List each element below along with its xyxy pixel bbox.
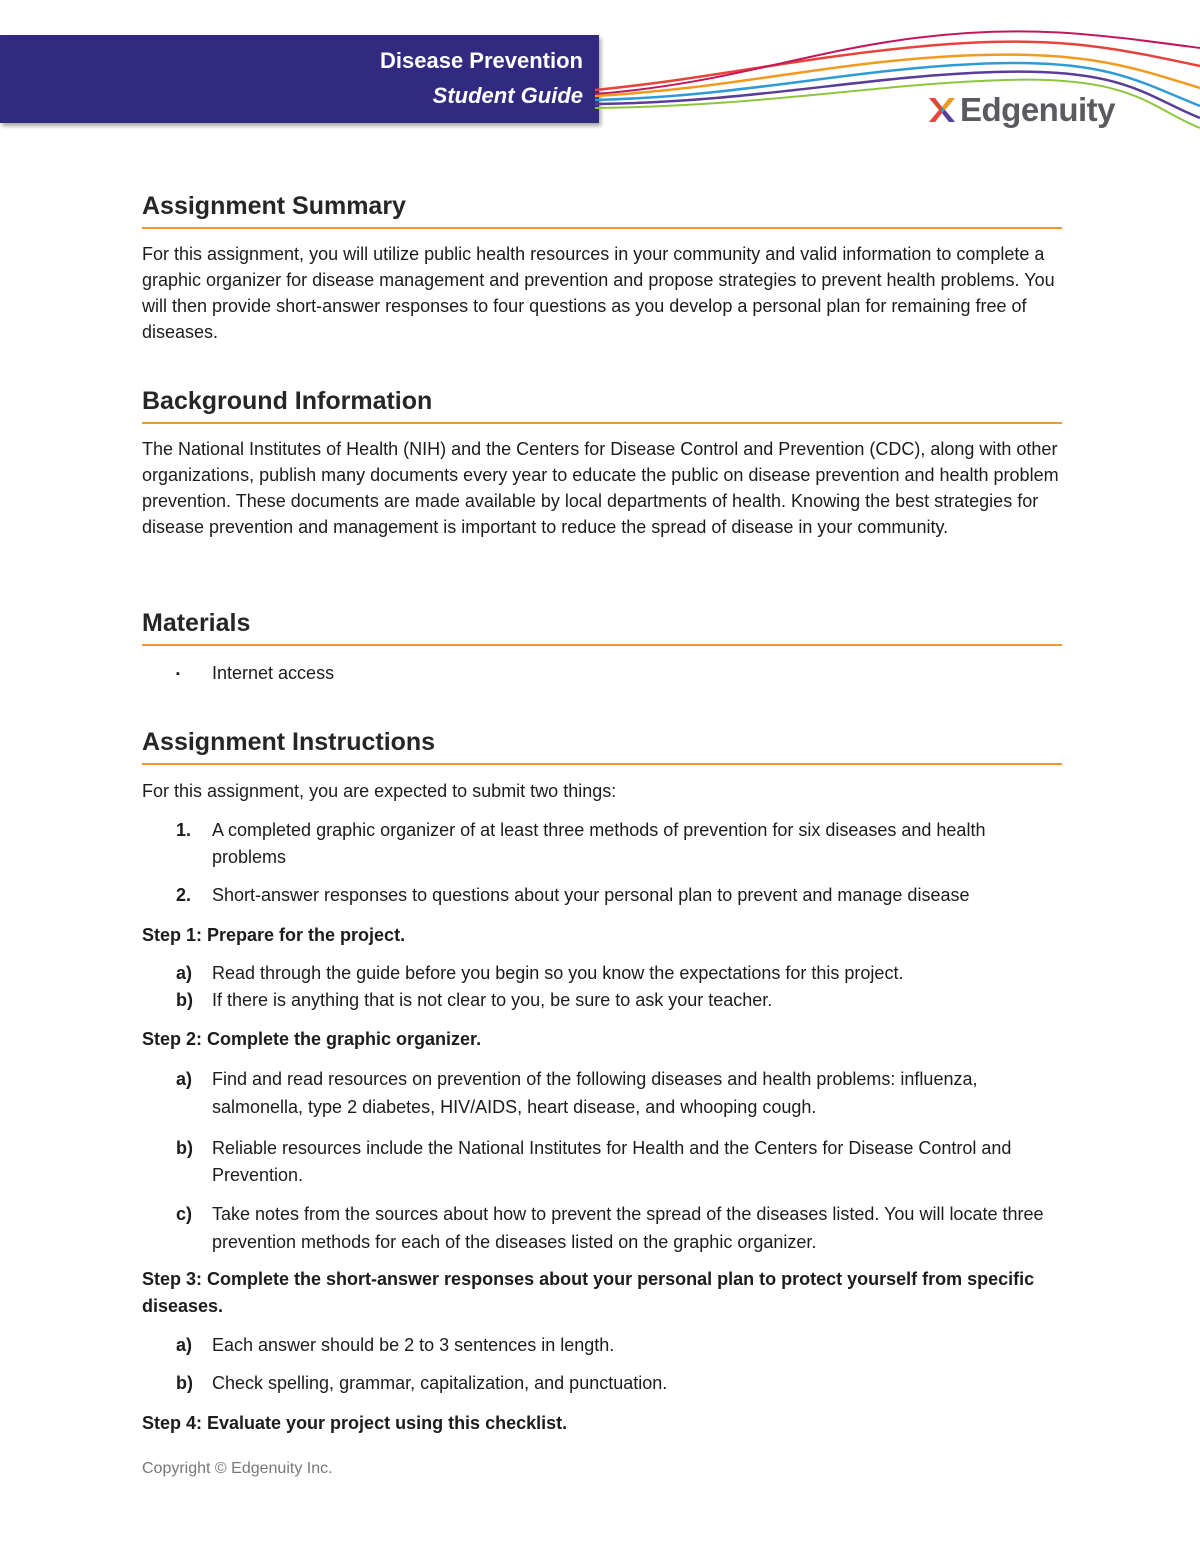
document-title: Disease Prevention (380, 48, 583, 73)
background-heading: Background Information (142, 387, 1062, 424)
list-marker: a) (176, 963, 193, 983)
materials-section (142, 609, 1062, 646)
list-text: Find and read resources on prevention of the following diseases and health problems: influenza, salmonella, type 2 diabetes, HIV/AIDS, heart disease, and whooping cough. (212, 1069, 978, 1117)
materials-heading: Materials (142, 609, 1062, 646)
document-subtitle: Student Guide (432, 83, 583, 108)
logo-text: Edgenuity (960, 91, 1116, 128)
list-marker: b) (176, 990, 193, 1010)
list-text: Reliable resources include the National Institutes for Health and the Centers for Disease Control and Prevention. (212, 1138, 1012, 1185)
summary-section (142, 192, 1062, 345)
edgenuity-x-icon (926, 94, 958, 126)
list-marker: b) (176, 1373, 193, 1393)
list-marker: a) (176, 1335, 193, 1355)
step-1-label: Step 1: Prepare for the project. (142, 925, 406, 945)
summary-text: For this assignment, you will utilize public health resources in your community and valid information to complete a graphic organizer for disease management and prevention and propose strategies to prevent health problems. You will then provide short-answer responses to four questions as you develop a personal plan for remaining free of diseases. (142, 244, 1055, 342)
bullet-marker: ▪ (176, 668, 180, 680)
list-text: If there is anything that is not clear to you, be sure to ask your teacher. (212, 990, 773, 1010)
list-marker: 1. (176, 820, 192, 840)
list-marker: b) (176, 1138, 193, 1158)
step-3-label: Step 3: Complete the short-answer responses about your personal plan to protect yourself from specific diseases. (142, 1269, 1035, 1316)
material-item: Internet access (212, 663, 335, 683)
list-text: A completed graphic organizer of at least three methods of prevention for six diseases and health problems (212, 820, 986, 867)
background-section (142, 387, 1062, 540)
list-text: Take notes from the sources about how to prevent the spread of the diseases listed. You will locate three prevention methods for each of the diseases listed on the graphic organizer. (212, 1204, 1044, 1252)
list-text: Each answer should be 2 to 3 sentences in length. (212, 1335, 615, 1355)
background-text: The National Institutes of Health (NIH) and the Centers for Disease Control and Prevention (CDC), along with other organizations, publish many documents every year to educate the public on disease prevention and health problem prevention. These documents are made available by local departments of health. Knowing the best strategies for disease prevention and management is important to reduce the spread of disease in your community. (142, 439, 1059, 537)
list-marker: a) (176, 1069, 193, 1089)
instructions-section (142, 728, 1062, 765)
list-text: Check spelling, grammar, capitalization, and punctuation. (212, 1373, 668, 1393)
edgenuity-logo (926, 88, 1115, 132)
list-text: Read through the guide before you begin so you know the expectations for this project. (212, 963, 904, 983)
list-marker: c) (176, 1204, 193, 1224)
summary-heading: Assignment Summary (142, 192, 1062, 229)
list-text: Short-answer responses to questions about your personal plan to prevent and manage disease (212, 885, 970, 905)
header-banner (0, 35, 599, 123)
step-2-label: Step 2: Complete the graphic organizer. (142, 1029, 482, 1049)
copyright-footer: Copyright © Edgenuity Inc. (142, 1460, 333, 1477)
instructions-heading: Assignment Instructions (142, 728, 1062, 765)
step-4-label: Step 4: Evaluate your project using this checklist. (142, 1413, 568, 1433)
list-marker: 2. (176, 885, 192, 905)
instructions-intro: For this assignment, you are expected to submit two things: (142, 781, 617, 801)
